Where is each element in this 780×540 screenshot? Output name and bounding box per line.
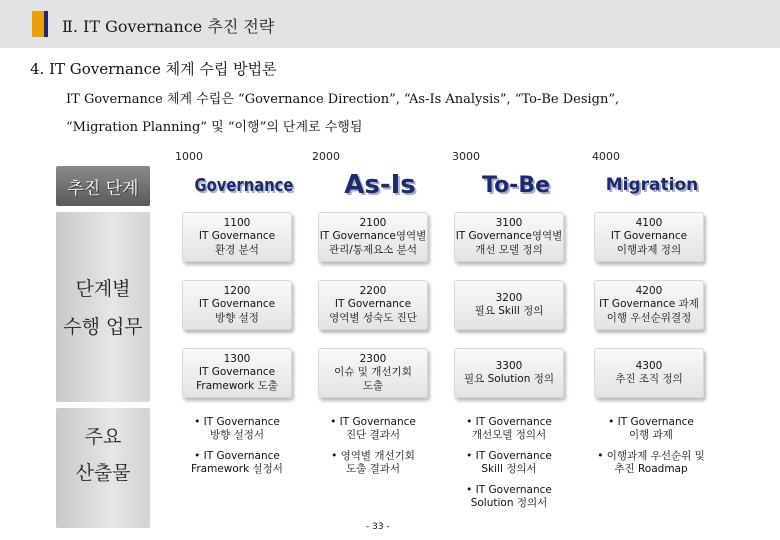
task-text-line-2: 방향 설정 <box>215 311 259 324</box>
task-card-4100 <box>594 212 704 262</box>
stage-label: 추진 단계 <box>67 178 139 199</box>
deliverable-item: • 영역별 개선기회 도출 결과서 <box>331 450 415 476</box>
task-card-2300 <box>318 348 428 398</box>
deliverable-item: • IT Governance 진단 결과서 <box>330 416 416 442</box>
phase-to-be: To-Be <box>481 172 551 198</box>
task-text-line-1: IT Governance영역별 <box>319 230 427 243</box>
task-code: 1200 <box>223 285 251 298</box>
tasks-label-line-2: 수행 업무 <box>63 316 143 338</box>
task-card-3200 <box>454 280 564 330</box>
deliverable-item: • IT Governance Solution 정의서 <box>466 484 552 510</box>
task-card-2100 <box>318 212 428 262</box>
header-band <box>0 0 780 48</box>
task-text-line-1: IT Governance <box>198 230 276 243</box>
task-text-line-2: 이행과제 정의 <box>616 243 682 256</box>
deliverable-item: • IT Governance 방향 설정서 <box>194 416 280 442</box>
outputs-label-line-1: 주요 <box>84 426 122 448</box>
page-number: - 33 - <box>366 522 390 532</box>
tasks-label-line-1: 단계별 <box>75 278 131 300</box>
task-code: 4100 <box>635 217 663 230</box>
outputs-label-panel <box>56 408 150 528</box>
task-card-3300 <box>454 348 564 398</box>
task-card-3100 <box>454 212 564 262</box>
task-text-line-2: 이행 우선순위결정 <box>606 311 692 324</box>
deliverable-item: • IT Governance 개선모델 정의서 <box>466 416 552 442</box>
section-title: 4. IT Governance 체계 수립 방법론 <box>30 60 277 78</box>
year-label-2000: 2000 <box>312 150 340 163</box>
task-code: 4300 <box>635 359 663 372</box>
task-code: 1300 <box>223 353 251 366</box>
task-card-4300 <box>594 348 704 398</box>
task-text-line-2: 개선 모델 정의 <box>475 243 543 256</box>
tasks-label-panel <box>56 212 150 402</box>
task-text-line-2: 도출 <box>362 379 384 392</box>
outputs-label-line-2: 산출물 <box>75 462 131 484</box>
accent-mark <box>32 11 44 37</box>
task-text-line-1: IT Governance <box>198 298 276 311</box>
task-card-2200 <box>318 280 428 330</box>
task-text-line-1: 이슈 및 개선기회 <box>334 366 412 379</box>
task-text-line-1: IT Governance영역별 <box>455 230 563 243</box>
task-code: 2300 <box>359 353 387 366</box>
page-title: Ⅱ. IT Governance 추진 전략 <box>62 17 275 36</box>
deliverable-item: • IT Governance Skill 정의서 <box>466 450 552 476</box>
task-code: 3300 <box>495 359 523 372</box>
task-code: 3100 <box>495 217 523 230</box>
task-text-line-1: IT Governance <box>610 230 688 243</box>
task-code: 3200 <box>495 291 523 304</box>
task-text-line-2: 영역별 성숙도 진단 <box>329 311 417 324</box>
deliverable-item: • IT Governance 이행 과제 <box>608 416 694 442</box>
year-label-4000: 4000 <box>592 150 620 163</box>
task-code: 2200 <box>359 285 387 298</box>
task-text-line-1: 필요 Skill 정의 <box>474 305 544 317</box>
phase-governance: Governance <box>194 174 294 196</box>
task-text-line-1: IT Governance 과제 <box>599 298 699 311</box>
task-text-line-1: 추진 조직 정의 <box>615 373 683 385</box>
task-card-1200 <box>182 280 292 330</box>
task-text-line-1: IT Governance <box>198 366 276 379</box>
task-code: 2100 <box>359 217 387 230</box>
intro-line-2: “Migration Planning” 및 “이행”의 단계로 수행됨 <box>66 120 363 135</box>
intro-line-1: IT Governance 체계 수립은 “Governance Direction”, “As-Is Analysis”, “To-Be Design”, <box>66 92 620 107</box>
task-text-line-2: 환경 분석 <box>215 243 259 256</box>
task-text-line-2: Framework 도출 <box>196 379 278 392</box>
stage-label-panel <box>56 166 150 206</box>
task-card-4200 <box>594 280 704 330</box>
year-label-3000: 3000 <box>452 150 480 163</box>
task-text-line-1: 필요 Solution 정의 <box>463 373 555 385</box>
year-label-1000: 1000 <box>175 150 203 163</box>
task-card-1100 <box>182 212 292 262</box>
phase-migration: Migration <box>605 175 699 195</box>
task-card-1300 <box>182 348 292 398</box>
task-text-line-1: IT Governance <box>334 298 412 311</box>
accent-mark-navy <box>44 11 48 37</box>
phase-as-is: As-Is <box>344 170 416 200</box>
task-text-line-2: 관리/통제요소 분석 <box>328 243 418 256</box>
task-code: 1100 <box>223 217 251 230</box>
task-code: 4200 <box>635 285 663 298</box>
deliverable-item: • IT Governance Framework 설정서 <box>191 450 283 476</box>
deliverable-item: • 이행과제 우선순위 및 추진 Roadmap <box>597 450 705 476</box>
